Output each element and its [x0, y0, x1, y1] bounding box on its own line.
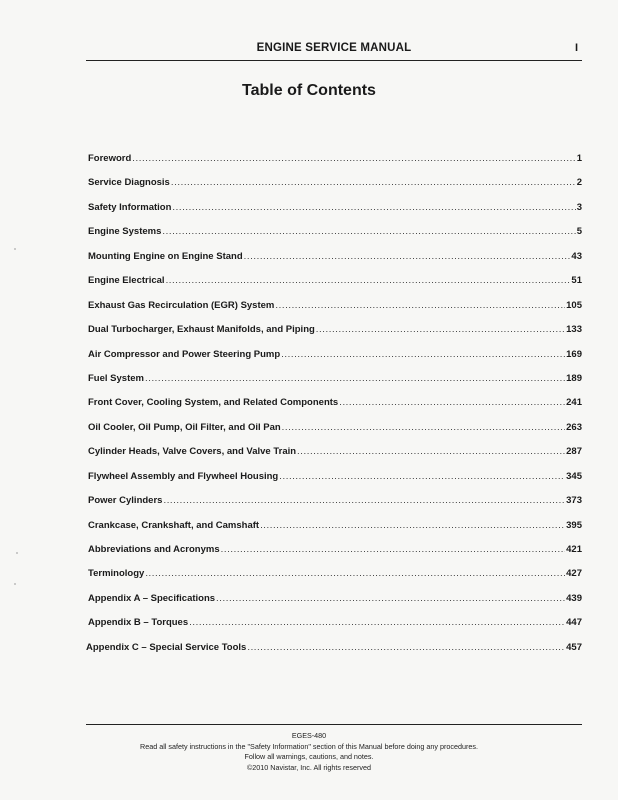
toc-entry[interactable]	[88, 446, 582, 470]
scan-speck	[14, 248, 16, 250]
warnings-notice: Follow all warnings, cautions, and notes.	[244, 752, 374, 761]
toc-entry-label: Exhaust Gas Recirculation (EGR) System	[88, 299, 275, 311]
toc-entry-page: 421	[566, 544, 582, 555]
toc-entry[interactable]	[88, 495, 582, 519]
toc-entry[interactable]	[88, 153, 582, 177]
toc-entry-label: Front Cover, Cooling System, and Related Components	[88, 397, 339, 409]
toc-entry-page: 51	[571, 275, 582, 287]
toc-entry[interactable]	[88, 544, 582, 568]
dot-leader	[189, 617, 565, 628]
toc-list	[88, 153, 582, 666]
dot-leader	[172, 202, 575, 213]
toc-entry[interactable]	[88, 422, 582, 446]
toc-entry-label: Air Compressor and Power Steering Pump	[88, 348, 281, 360]
toc-entry-label: Dual Turbocharger, Exhaust Manifolds, and Piping	[88, 324, 315, 336]
copyright-notice: ©2010 Navistar, Inc. All rights reserved	[247, 762, 371, 772]
toc-entry[interactable]	[88, 520, 582, 544]
dot-leader	[297, 446, 565, 457]
toc-entry-label: Terminology	[88, 568, 145, 580]
toc-entry[interactable]	[88, 226, 582, 250]
toc-entry-label: Fuel System	[88, 372, 144, 384]
toc-entry[interactable]	[88, 300, 582, 324]
document-code: EGES-480	[291, 731, 327, 740]
toc-heading: Table of Contents	[242, 82, 376, 99]
dot-leader	[316, 324, 565, 335]
toc-entry[interactable]	[86, 642, 582, 666]
dot-leader	[279, 471, 565, 482]
toc-entry-page: 169	[566, 348, 582, 360]
toc-entry-label: Engine Systems	[88, 226, 162, 238]
dot-leader	[166, 275, 571, 286]
dot-leader	[339, 397, 565, 408]
page-header	[86, 42, 582, 64]
toc-entry-page: 3	[576, 201, 582, 213]
toc-entry-label: Service Diagnosis	[88, 177, 170, 189]
toc-entry-page: 105	[566, 299, 582, 311]
toc-entry-page: 447	[566, 617, 582, 629]
toc-entry-page: 241	[566, 397, 582, 409]
toc-entry-page: 1	[576, 153, 582, 164]
toc-entry[interactable]	[88, 275, 582, 299]
toc-entry-page: 189	[566, 372, 582, 384]
dot-leader	[216, 593, 565, 604]
dot-leader	[145, 568, 565, 579]
safety-notice: Read all safety instructions in the "Safety Information" section of this Manual before doing any procedures.	[140, 741, 478, 751]
toc-entry-label: Power Cylinders	[88, 495, 163, 507]
toc-entry[interactable]	[88, 373, 582, 397]
toc-entry-label: Safety Information	[88, 201, 172, 213]
toc-entry-page: 2	[576, 177, 582, 189]
toc-entry-label: Flywheel Assembly and Flywheel Housing	[88, 470, 279, 482]
toc-entry-label: Cylinder Heads, Valve Covers, and Valve Train	[88, 446, 297, 458]
toc-entry[interactable]	[88, 397, 582, 421]
toc-entry-page: 373	[566, 495, 582, 507]
toc-entry-page: 133	[566, 324, 582, 336]
toc-entry-label: Crankcase, Crankshaft, and Camshaft	[88, 519, 260, 531]
toc-entry[interactable]	[88, 251, 582, 275]
toc-entry-label: Abbreviations and Acronyms	[88, 544, 220, 555]
toc-entry-label: Engine Electrical	[88, 275, 165, 287]
scan-speck	[14, 583, 16, 585]
dot-leader	[260, 520, 565, 531]
toc-entry-label: Appendix A – Specifications	[88, 592, 216, 604]
toc-entry-label: Appendix C – Special Service Tools	[86, 641, 247, 653]
toc-entry-page: 395	[566, 519, 582, 531]
dot-leader	[171, 177, 576, 188]
toc-entry[interactable]	[88, 593, 582, 617]
footer-divider	[86, 724, 582, 725]
dot-leader	[163, 495, 565, 506]
dot-leader	[132, 153, 575, 164]
toc-entry[interactable]	[88, 177, 582, 201]
dot-leader	[247, 642, 565, 653]
manual-title: ENGINE SERVICE MANUAL	[256, 42, 412, 54]
toc-entry[interactable]	[88, 202, 582, 226]
toc-entry-label: Oil Cooler, Oil Pump, Oil Filter, and Oil Pan	[88, 421, 281, 433]
dot-leader	[221, 544, 566, 555]
dot-leader	[282, 422, 565, 433]
toc-entry[interactable]	[88, 617, 582, 641]
dot-leader	[145, 373, 565, 384]
header-divider	[86, 60, 582, 61]
toc-entry-page: 43	[571, 250, 582, 262]
toc-entry[interactable]	[88, 568, 582, 592]
toc-entry-label: Appendix B – Torques	[88, 617, 189, 629]
scan-speck	[16, 552, 18, 554]
toc-entry[interactable]	[88, 349, 582, 373]
toc-entry-page: 345	[566, 470, 582, 482]
dot-leader	[244, 251, 571, 262]
toc-entry[interactable]	[88, 471, 582, 495]
toc-entry-page: 5	[576, 226, 582, 238]
toc-entry-page: 287	[566, 446, 582, 458]
toc-entry-page: 427	[566, 568, 582, 580]
dot-leader	[275, 300, 565, 311]
page-footer	[0, 731, 618, 773]
toc-entry-page: 439	[566, 592, 582, 604]
toc-entry-label: Foreword	[88, 153, 132, 164]
page-number-mark: I	[574, 42, 578, 54]
dot-leader	[162, 226, 575, 237]
dot-leader	[281, 349, 565, 360]
toc-entry-page: 263	[566, 421, 582, 433]
toc-entry-page: 457	[566, 641, 582, 653]
toc-entry[interactable]	[88, 324, 582, 348]
toc-entry-label: Mounting Engine on Engine Stand	[88, 250, 243, 262]
